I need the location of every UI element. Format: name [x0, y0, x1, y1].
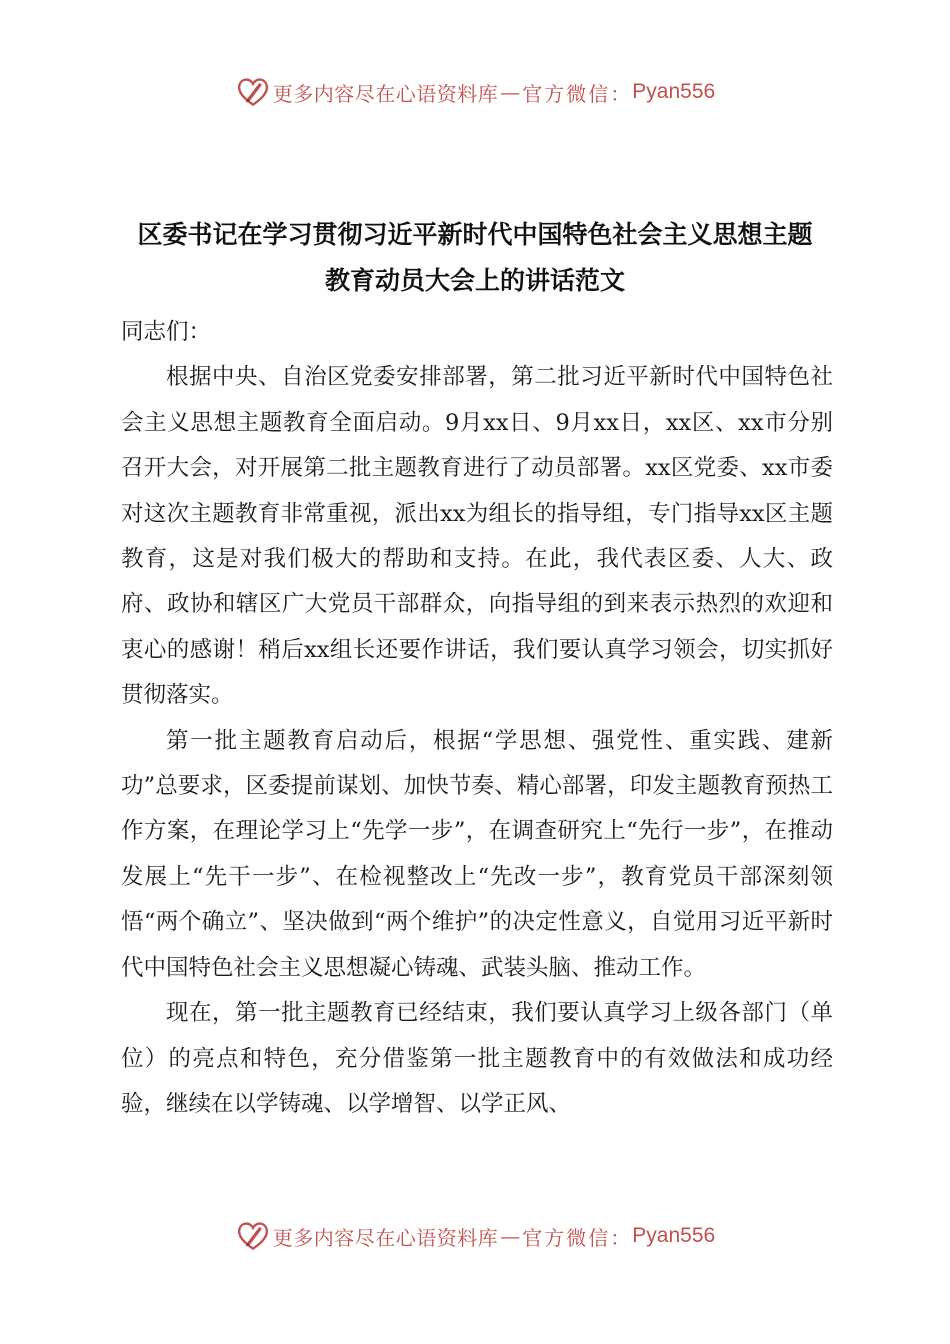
footer-watermark-banner	[0, 1216, 950, 1256]
document-title	[110, 212, 840, 304]
watermark-wechat-label: 官方微信：	[522, 1225, 633, 1250]
paragraph-2: 第一批主题教育启动后，根据“学思想、强党性、重实践、建新功”总要求，区委提前谋划、加快节奏、精心部署，印发主题教育预热工作方案，在理论学习上“先学一步”，在调查研究上“先行一步”，在推动发展上“先干一步”、在检视整改上“先改一步”，教育党员干部深刻领悟“两个确立”、坚决做到“两个维护”的决定性意义，自觉用习近平新时代中国特色社会主义思想凝心铸魂、武装头脑、推动工作。	[121, 727, 833, 981]
watermark-separator: —	[500, 80, 521, 104]
title-line-1: 区委书记在学习贯彻习近平新时代中国特色社会主义思想主题	[137, 220, 813, 249]
watermark-wechat-id: Pyan556	[632, 80, 716, 103]
watermark-separator: —	[500, 1224, 521, 1248]
heart-pen-logo-icon	[235, 1218, 271, 1254]
paragraph-3: 现在，第一批主题教育已经结束，我们要认真学习上级各部门（单位）的亮点和特色，充分借鉴第一批主题教育中的有效做法和成功经验，继续在以学铸魂、以学增智、以学正风、	[121, 1000, 833, 1117]
watermark-text: 更多内容尽在心语资料库	[272, 81, 499, 106]
heart-pen-logo-icon	[235, 74, 271, 110]
watermark-wechat-label: 官方微信：	[522, 81, 633, 106]
salutation: 同志们：	[121, 319, 212, 345]
watermark-text: 更多内容尽在心语资料库	[272, 1225, 499, 1250]
header-watermark-banner	[0, 72, 950, 112]
title-line-2: 教育动员大会上的讲话范文	[324, 266, 625, 295]
paragraph-1: 根据中央、自治区党委安排部署，第二批习近平新时代中国特色社会主义思想主题教育全面启动。9月xx日、9月xx日，xx区、xx市分别召开大会，对开展第二批主题教育进行了动员部署。xx区党委、xx市委对这次主题教育非常重视，派出xx为组长的指导组，专门指导xx区主题教育，这是对我们极大的帮助和支持。在此，我代表区委、人大、政府、政协和辖区广大党员干部群众，向指导组的到来表示热烈的欢迎和衷心的感谢！稍后xx组长还要作讲话，我们要认真学习领会，切实抓好贯彻落实。	[121, 364, 833, 709]
document-body	[121, 310, 833, 1127]
watermark-wechat-id: Pyan556	[632, 1224, 716, 1247]
